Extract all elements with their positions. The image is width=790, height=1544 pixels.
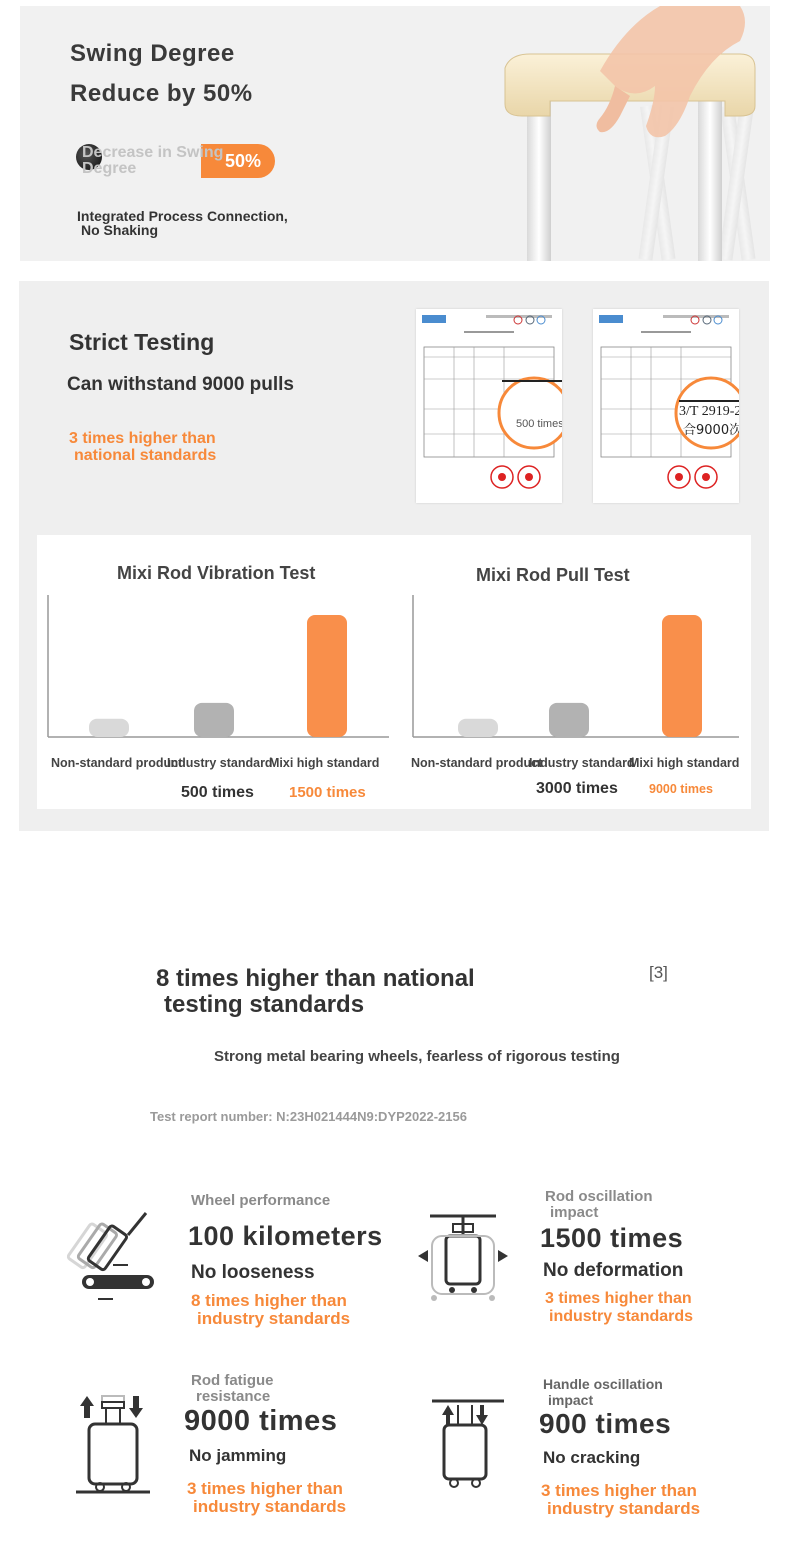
chart-bar xyxy=(89,719,129,737)
wheels-subtitle: Strong metal bearing wheels, fearless of rigorous testing xyxy=(214,1048,620,1065)
spec-highlight-line-1: 8 times higher than xyxy=(191,1291,347,1310)
wheel-icon xyxy=(58,1205,158,1305)
spec-desc: No cracking xyxy=(543,1448,641,1467)
spec-label: Handle oscillation xyxy=(543,1376,663,1392)
testing-highlight xyxy=(69,430,216,464)
testing-title: Strict Testing xyxy=(69,329,215,355)
test-report-document xyxy=(593,309,739,503)
handle-photo xyxy=(450,6,770,261)
swing-reduction: Reduce by 50% xyxy=(70,80,253,107)
note-line-1: Integrated Process Connection, xyxy=(77,208,288,224)
bar-value-label: 500 times xyxy=(181,784,254,801)
highlight-line-1: 3 times higher than xyxy=(69,430,216,447)
spec-highlight-line-2: industry standards xyxy=(193,1497,347,1516)
footnote-marker: [3] xyxy=(649,963,668,982)
spec-highlight-line-1: 3 times higher than xyxy=(545,1290,692,1307)
spec-desc: No deformation xyxy=(543,1260,684,1281)
spec-desc: No looseness xyxy=(191,1262,315,1283)
percent-badge: 50% xyxy=(201,144,275,178)
spec-handle-oscillation xyxy=(539,1376,701,1518)
spec-label-line-2: impact xyxy=(550,1204,599,1221)
report-document-graphic xyxy=(593,309,739,503)
test-report-document xyxy=(416,309,562,503)
spec-value: 1500 times xyxy=(540,1223,684,1253)
highlight-line-2: national standards xyxy=(74,447,217,464)
spec-rod-fatigue xyxy=(184,1372,347,1516)
spec-highlight-line-2: industry standards xyxy=(549,1308,694,1325)
chart-bar xyxy=(194,703,234,737)
swing-section xyxy=(20,6,770,261)
chart-bar xyxy=(549,703,589,737)
spec-label: Wheel performance xyxy=(191,1192,331,1209)
category-label: Mixi high standard xyxy=(629,756,740,770)
handle-icon xyxy=(428,1395,508,1490)
spec-label-line-2: impact xyxy=(548,1392,594,1408)
spec-desc: No jamming xyxy=(189,1446,287,1465)
report-document-graphic xyxy=(416,309,562,503)
chart-title: Mixi Rod Vibration Test xyxy=(117,563,316,583)
chart-bar xyxy=(458,719,498,737)
category-label: Non-standard product xyxy=(411,756,543,770)
pill-label: Decrease in Swing Degree xyxy=(82,144,224,177)
chart-bar xyxy=(662,615,702,737)
spec-highlight-line-1: 3 times higher than xyxy=(541,1481,697,1500)
category-label: Industry standard xyxy=(167,756,273,770)
spec-highlight-line-2: industry standards xyxy=(547,1499,701,1518)
oscillation-icon xyxy=(418,1210,508,1305)
spec-rod-oscillation xyxy=(540,1188,694,1326)
testing-section xyxy=(19,281,769,831)
testing-subtitle: Can withstand 9000 pulls xyxy=(67,374,294,395)
swing-note xyxy=(77,209,288,237)
category-label: Industry standard xyxy=(529,756,635,770)
spec-wheel-performance xyxy=(188,1192,383,1328)
spec-label: Rod oscillation xyxy=(545,1188,653,1205)
chart-bar xyxy=(307,615,347,737)
spec-label: Rod fatigue xyxy=(191,1372,274,1389)
spec-value: 9000 times xyxy=(184,1405,338,1437)
spec-value: 900 times xyxy=(539,1408,672,1439)
spec-label-line-2: resistance xyxy=(196,1388,271,1405)
bar-value-label: 9000 times xyxy=(649,782,713,796)
swing-decrease-pill xyxy=(76,144,276,177)
category-label: Mixi high standard xyxy=(269,756,380,770)
wheels-title-line-1: 8 times higher than national xyxy=(156,965,475,992)
spec-value: 100 kilometers xyxy=(188,1221,383,1251)
zoom-text-line-1: 3/T 2919-2 xyxy=(679,404,739,419)
fatigue-icon xyxy=(72,1392,154,1497)
report-number: Test report number: N:23H021444N9:DYP2022-2156 xyxy=(150,1109,467,1124)
wheels-title xyxy=(156,966,475,1018)
zoom-text: 500 times xyxy=(516,418,562,430)
charts-panel xyxy=(37,535,751,809)
swing-title: Swing Degree xyxy=(70,40,235,67)
chart-title: Mixi Rod Pull Test xyxy=(476,565,630,585)
wheels-title-line-2: testing standards xyxy=(164,991,365,1018)
bar-value-label: 3000 times xyxy=(536,780,618,797)
note-line-2: No Shaking xyxy=(81,222,159,238)
category-label: Non-standard product xyxy=(51,756,183,770)
spec-highlight-line-2: industry standards xyxy=(197,1309,351,1328)
spec-highlight-line-1: 3 times higher than xyxy=(187,1479,343,1498)
zoom-text-line-2: 合9000次 xyxy=(683,423,739,438)
test-charts xyxy=(37,535,751,809)
bar-value-label: 1500 times xyxy=(289,784,366,801)
